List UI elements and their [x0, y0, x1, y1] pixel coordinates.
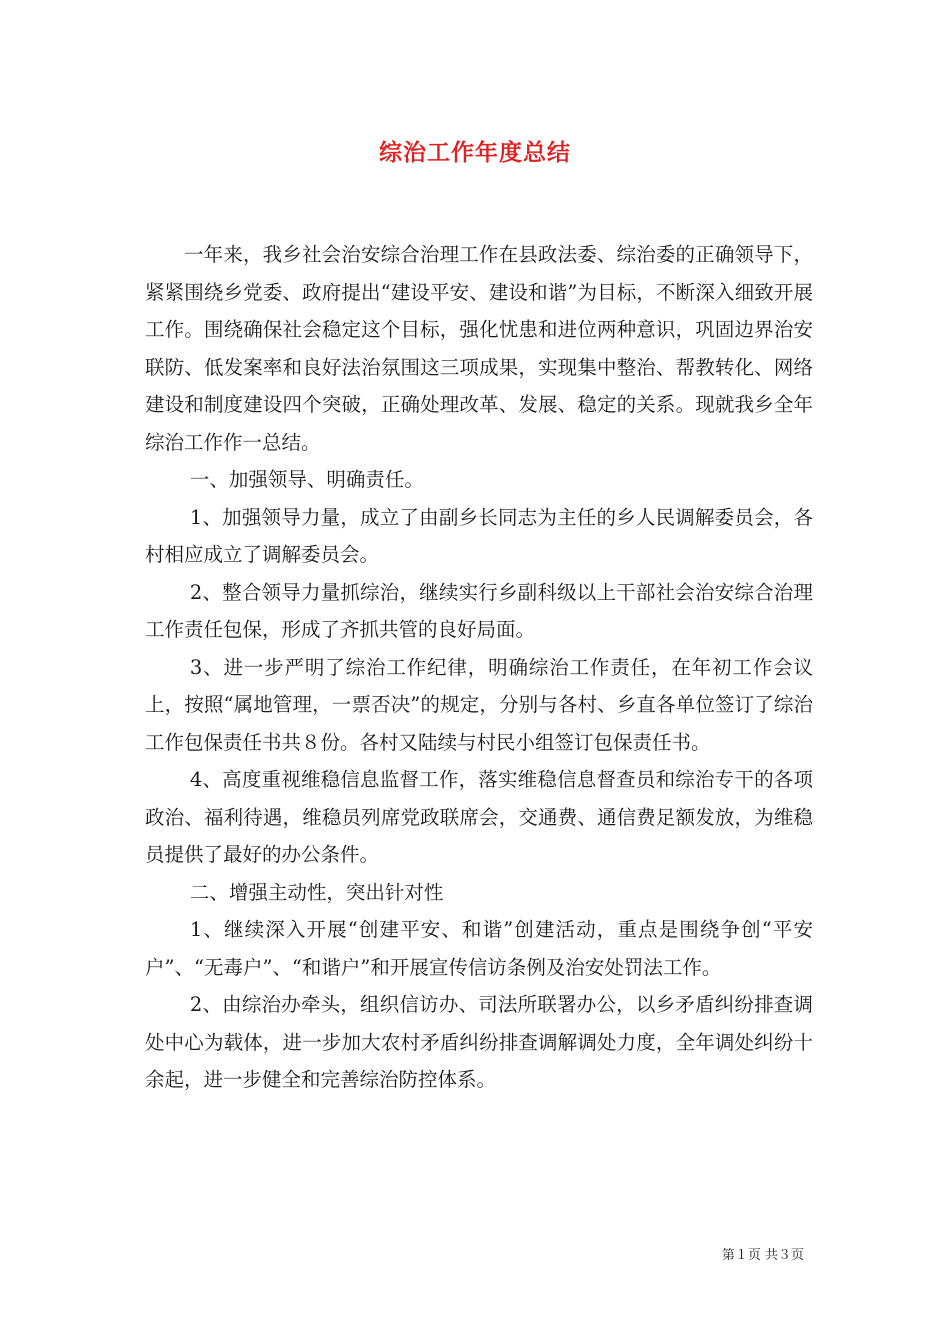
paragraph-2-1: 1、继续深入开展“创建平安、和谐”创建活动，重点是围绕争创“平安户”、“无毒户”、“和谐户”和开展宣传信访条例及治安处罚法工作。 [145, 918, 813, 979]
paragraph-1-2: 2、整合领导力量抓综治，继续实行乡副科级以上干部社会治安综合治理工作责任包保，形成了齐抓共管的良好局面。 [145, 580, 813, 641]
page-number-footer: 第１页 共３页 [721, 1248, 804, 1263]
document-body [145, 236, 813, 1099]
section-heading-1: 一、加强领导、明确责任。 [189, 468, 424, 491]
paragraph-2-2: 2、由综治办牵头，组织信访办、司法所联署办公，以乡矛盾纠纷排查调处中心为载体，进一步加大农村矛盾纠纷排查调解调处力度，全年调处纠纷十余起，进一步健全和完善综治防控体系。 [145, 993, 813, 1091]
paragraph-1-4: 4、高度重视维稳信息监督工作，落实维稳信息督查员和综治专干的各项政治、福利待遇，维稳员列席党政联席会，交通费、通信费足额发放，为维稳员提供了最好的办公条件。 [145, 768, 813, 866]
document-title: 综治工作年度总结 [379, 139, 571, 166]
paragraph-1-1: 1、加强领导力量，成立了由副乡长同志为主任的乡人民调解委员会，各村相应成立了调解委员会。 [145, 505, 813, 566]
paragraph-1-3: 3、进一步严明了综治工作纪律，明确综治工作责任，在年初工作会议上，按照“属地管理，一票否决”的规定，分别与各村、乡直各单位签订了综治工作包保责任书共８份。各村又陆续与村民小组签订包保责任书。 [145, 655, 813, 754]
section-heading-2: 二、增强主动性，突出针对性 [189, 880, 444, 904]
paragraph-intro: 一年来，我乡社会治安综合治理工作在县政法委、综治委的正确领导下，紧紧围绕乡党委、政府提出“建设平安、建设和谐”为目标，不断深入细致开展工作。围绕确保社会稳定这个目标，强化忧患和进位两种意识，巩固边界治安联防、低发案率和良好法治氛围这三项成果，实现集中整治、帮教转化、网络建设和制度建设四个突破，正确处理改革、发展、稳定的关系。现就我乡全年综治工作作一总结。 [145, 243, 813, 454]
